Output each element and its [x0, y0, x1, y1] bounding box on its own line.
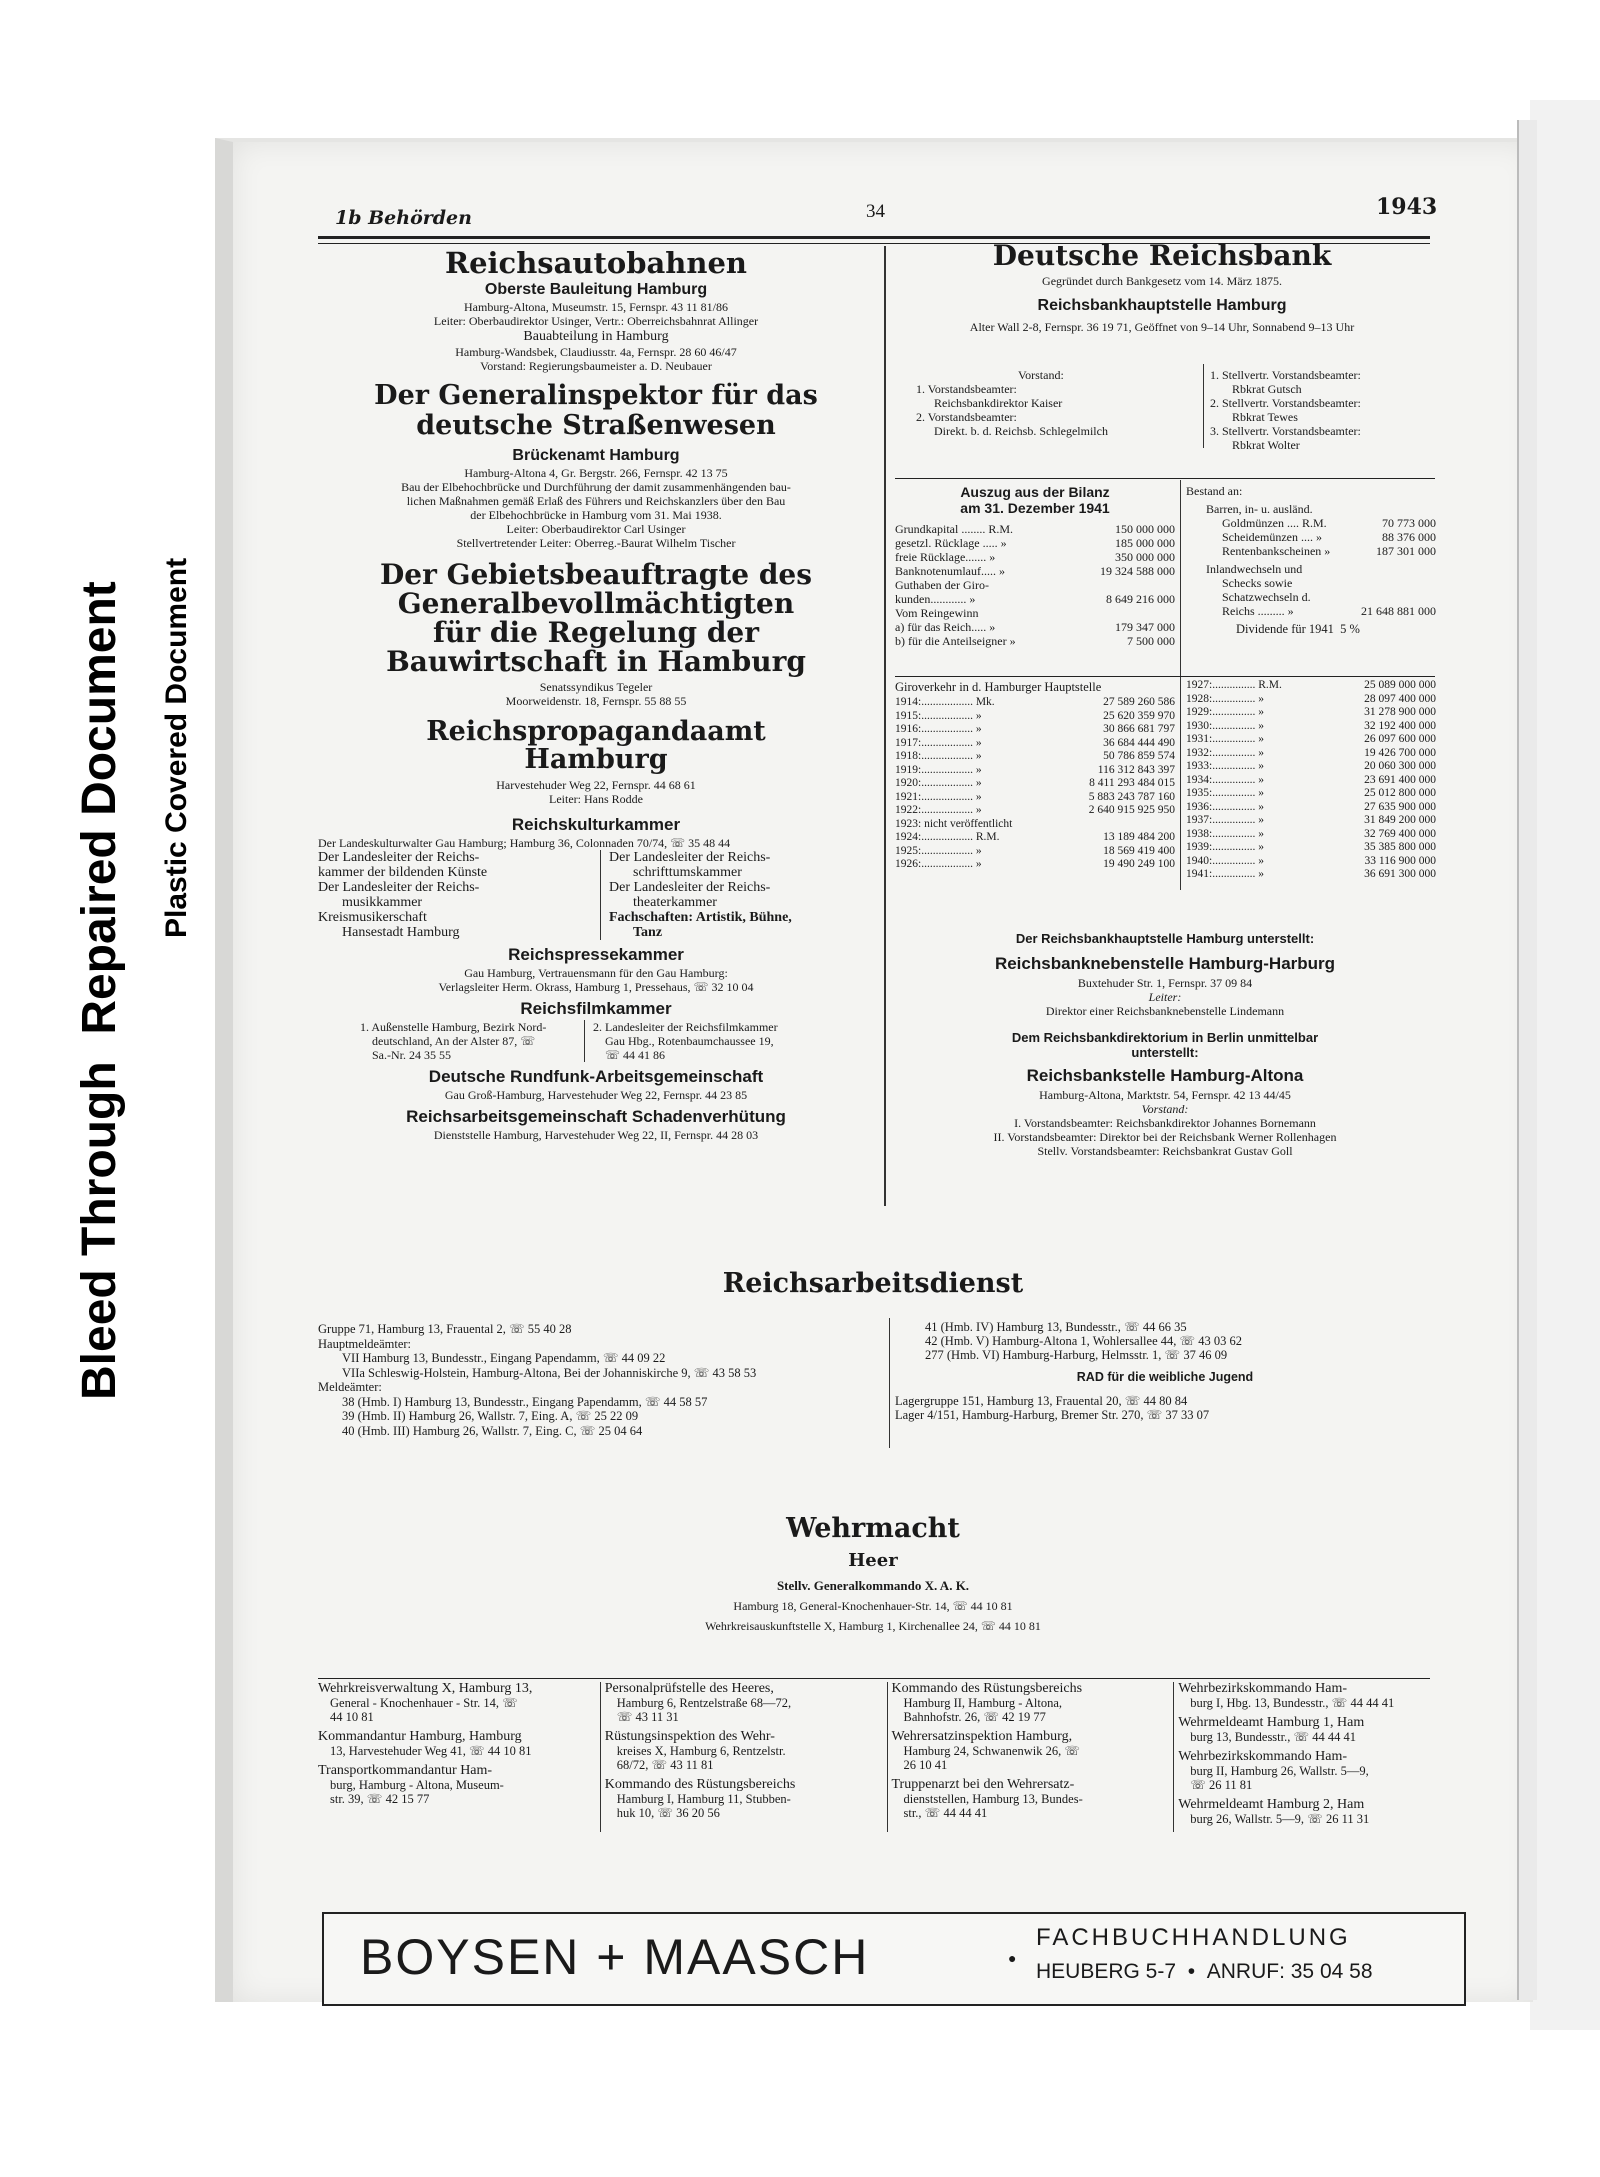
giro-row: 1926:.................. » 19 490 249 100 — [895, 858, 1175, 870]
bilanz-table — [895, 522, 1175, 648]
vorstand-block: Vorstand: 1. Vorstandsbeamter: Reichsbankdirektor Kaiser 2. Vorstandsbeamter: Direkt. b. d. Reichsb. Schlegelmilch — [916, 368, 1108, 438]
landeskulturwalter-line: Der Landeskulturwalter Gau Hamburg; Hamburg 36, Colonnaden 70/74, ☏ 35 48 44 — [318, 836, 731, 850]
wehrmacht-entry: Wehrmeldeamt Hamburg 2, Ham burg 26, Wallstr. 5—9, ☏ 26 11 31 — [1178, 1797, 1370, 1826]
wehrmacht-entry: Kommando des Rüstungsbereichs Hamburg II, Hamburg - Altona, Bahnhofstr. 26, ☏ 42 19 77 — [891, 1681, 1083, 1724]
text-line: Verlagsleiter Herm. Okrass, Hamburg 1, Pressehaus, ☏ 32 10 04 — [438, 980, 754, 994]
boysen-maasch-name: BOYSEN + MAASCH — [360, 1929, 870, 1985]
bestand-block: Bestand an: Barren, in- u. ausländ. Goldmünzen .... R.M. 70 773 000 Scheidemünzen .... » 88 376 000 Rentenbankscheinen » 187 301 000 Inlandwechseln und Schecks sowie Schatzwechseln d. Reichs ......... » 21 648 881 000 Dividende für 1941 5 % — [1186, 484, 1436, 636]
leiter-line: Leiter: Oberbaudirektor Carl Usinger — [506, 522, 686, 536]
generalinspektor-title: Der Generalinspektor für das — [374, 380, 818, 411]
giro-row: 1925:.................. » 18 569 419 400 — [895, 844, 1175, 857]
giro-table-2 — [1186, 679, 1436, 882]
giro-row: 1937:............... » 31 849 200 000 — [1186, 814, 1436, 826]
bauabteilung: Bauabteilung in Hamburg — [523, 329, 669, 344]
gebietsbeauftragte-title: Der Gebietsbeauftragte des — [379, 558, 813, 591]
address-line: Hamburg-Wandsbek, Claudiusstr. 4a, Fernspr. 28 60 46/47 — [455, 345, 737, 359]
rad-title: Reichsarbeitsdienst — [722, 1268, 1024, 1299]
wehrmacht-entry: Kommando des Rüstungsbereichs Hamburg I, Hamburg 11, Stubben- huk 10, ☏ 36 20 56 — [604, 1777, 796, 1820]
year: 1943 — [1376, 194, 1438, 220]
address-line: Harvestehuder Weg 22, Fernspr. 44 68 61 — [496, 778, 696, 792]
oberste-bauleitung: Oberste Bauleitung Hamburg — [484, 281, 708, 298]
giro-row: 1930:............... » 32 192 400 000 — [1186, 719, 1436, 732]
wehrmacht-entry: Kommandantur Hamburg, Hamburg 13, Harvestehuder Weg 41, ☏ 44 10 81 — [318, 1729, 532, 1758]
address-line: Moorweidenstr. 18, Fernspr. 55 88 55 — [505, 694, 687, 708]
bilanz-row: b) für die Anteilseigner » 7 500 000 — [895, 634, 1175, 648]
stellv-leiter-line: Stellvertretender Leiter: Oberreg.-Baurat Wilhelm Tischer — [456, 536, 736, 550]
giro-row: 1931:............... » 26 097 600 000 — [1186, 733, 1436, 745]
address-line: Gau Groß-Hamburg, Harvestehuder Weg 22, Fernspr. 44 23 85 — [444, 1088, 748, 1102]
kulturkammer-grid: Der Landesleiter der Reichs- kammer der bildenden Künste Der Landesleiter der Reichs- musikkammer Kreismusikerschaft Hansestadt Hamburg Der Landesleiter der Reichs- schrifttumskammer Der Landesleiter der Reichs- theaterkammer Fachschaften: Artistik, Bühne, Tanz — [318, 850, 792, 940]
giro-row: 1915:.................. » 25 620 359 970 — [895, 709, 1175, 722]
wehrmacht-block: Wehrmacht Heer Stellv. Generalkommando X. A. K. Hamburg 18, General-Knochenhauer-Str. 14, ☏ 44 10 81 Wehrkreisauskunftstelle X, Hamburg 1, Kirchenallee 24, ☏ 44 10 81 — [705, 1513, 1041, 1633]
text-line: lichen Maßnahmen gemäß Erlaß des Führers und Reichskanzlers über den Bau — [406, 494, 786, 508]
wehrmacht-grid — [318, 1682, 1430, 1832]
bestand-row: Goldmünzen .... R.M. 70 773 000 — [1222, 516, 1436, 530]
vorstand-line: Vorstand: Regierungsbaumeister a. D. Neubauer — [480, 359, 712, 373]
leiter-line: Leiter: Oberbaudirektor Usinger, Vertr.: Oberreichsbahnrat Allinger — [433, 314, 759, 328]
reichsfilmkammer-title: Reichsfilmkammer — [520, 999, 672, 1018]
giroverkehr-title: Giroverkehr in d. Hamburger Hauptstelle — [895, 680, 1102, 694]
page-number: 34 — [866, 201, 885, 222]
rundfunk-title: Deutsche Rundfunk-Arbeitsgemeinschaft — [428, 1067, 764, 1086]
bilanz-row: a) für das Reich..... » 179 347 000 — [895, 620, 1175, 634]
bilanz-row: Guthaben der Giro- — [895, 578, 989, 592]
giro-row: 1922:.................. » 2 640 915 925 950 — [895, 804, 1175, 816]
reichsbank-title: Deutsche Reichsbank — [992, 239, 1332, 272]
giro-row: 1939:............... » 35 385 800 000 — [1186, 841, 1436, 853]
wehrmacht-entry: Wehrmeldeamt Hamburg 1, Ham burg 13, Bundesstr., ☏ 44 44 41 — [1178, 1715, 1365, 1744]
right-column — [892, 238, 1432, 334]
wehrmacht-entry: Rüstungsinspektion des Wehr- kreises X, Hamburg 6, Rentzelstr. 68/72, ☏ 43 11 81 — [604, 1729, 786, 1772]
side-label-plastic: Plastic Covered Document — [160, 557, 193, 938]
text-line: Gegründet durch Bankgesetz vom 14. März 1875. — [1042, 274, 1282, 288]
giro-row: 1916:.................. » 30 866 681 797 — [895, 723, 1175, 735]
reichsautobahnen-title: Reichsautobahnen — [444, 246, 748, 280]
address-line: Dienststelle Hamburg, Harvestehuder Weg 22, II, Fernspr. 44 28 03 — [433, 1128, 759, 1142]
wehrmacht-entry: Truppenarzt bei den Wehrersatz- dienststellen, Hamburg 13, Bundes- str., ☏ 44 44 41 — [891, 1777, 1083, 1820]
giro-row: 1936:............... » 27 635 900 000 — [1186, 800, 1436, 813]
bestand-row: Rentenbankscheinen » 187 301 000 — [1222, 544, 1436, 558]
wehrmacht-entry: Transportkommandantur Ham- burg, Hamburg - Altona, Museum- str. 39, ☏ 42 15 77 — [318, 1763, 504, 1806]
schadenverhuetung-title: Reichsarbeitsgemeinschaft Schadenverhütung — [406, 1107, 786, 1126]
address-line: Hamburg-Altona, Museumstr. 15, Fernspr. 43 11 81/86 — [464, 300, 728, 314]
giro-row: 1929:............... » 31 278 900 000 — [1186, 706, 1436, 718]
bilanz-row: kunden............ » 8 649 216 000 — [895, 592, 1175, 606]
text-line: der Elbehochbrücke in Hamburg vom 31. Mai 1938. — [470, 508, 722, 522]
giro-row: 1923: nicht veröffentlicht — [895, 817, 1013, 830]
generalinspektor-title-2: deutsche Straßenwesen — [416, 410, 776, 441]
giro-row: 1918:.................. » 50 786 859 574 — [895, 750, 1175, 762]
reichsbankhauptstelle: Reichsbankhauptstelle Hamburg — [1037, 297, 1287, 314]
bilanz-row: Grundkapital ........ R.M. 150 000 000 — [895, 522, 1175, 536]
text-line: Senatssyndikus Tegeler — [539, 680, 653, 694]
wehrmacht-entry: Wehrbezirkskommando Ham- burg II, Hamburg 26, Wallstr. 5—9, ☏ 26 11 81 — [1178, 1749, 1369, 1792]
gebietsbeauftragte-title-4: Bauwirtschaft in Hamburg — [386, 645, 806, 678]
reichspressekammer-title: Reichspressekammer — [508, 945, 684, 964]
page-edge-right — [1530, 100, 1600, 2030]
bilanz-row: Vom Reingewinn — [895, 606, 979, 620]
giro-row: 1941:............... » 36 691 300 000 — [1186, 868, 1436, 880]
fachbuchhandlung: FACHBUCHHANDLUNG — [1036, 1924, 1351, 1951]
column-divider — [884, 246, 886, 1206]
address-line: Alter Wall 2-8, Fernspr. 36 19 71, Geöffnet von 9–14 Uhr, Sonnabend 9–13 Uhr — [969, 320, 1355, 334]
bilanz-row: freie Rücklage....... » 350 000 000 — [895, 550, 1175, 564]
brueckenamt: Brückenamt Hamburg — [512, 447, 680, 464]
giro-row: 1924:.................. R.M. 13 189 484 200 — [895, 831, 1175, 843]
giro-row: 1928:............... » 28 097 400 000 — [1186, 692, 1436, 705]
gebietsbeauftragte-title-3: für die Regelung der — [433, 616, 759, 649]
giro-row: 1917:.................. » 36 684 444 490 — [895, 736, 1175, 749]
giro-row: 1927:............... R.M. 25 089 000 000 — [1186, 679, 1436, 691]
page-edge — [1517, 120, 1537, 2000]
rad-right: 41 (Hmb. IV) Hamburg 13, Bundesstr., ☏ 44 66 35 42 (Hmb. V) Hamburg-Altona 1, Wohlersallee 44, ☏ 43 03 62 277 (Hmb. VI) Hamburg-Harburg, Helmsstr. 1, ☏ 37 46 09 RAD für die weibliche Jugend Lagergruppe 151, Hamburg 13, Frauental 20, ☏ 44 80 84 Lager 4/151, Hamburg-Harburg, Bremer Str. 270, ☏ 37 33 07 — [895, 1320, 1254, 1422]
wehrmacht-entry: Wehrkreisverwaltung X, Hamburg 13, General - Knochenhauer - Str. 14, ☏ 44 10 81 — [318, 1681, 533, 1724]
wehrmacht-entry: Wehrbezirkskommando Ham- burg I, Hbg. 13, Bundesstr., ☏ 44 44 41 — [1178, 1681, 1395, 1710]
bilanz-row: gesetzl. Rücklage ..... » 185 000 000 — [895, 536, 1175, 550]
wehrmacht-entry: Personalprüfstelle des Heeres, Hamburg 6, Rentzelstraße 68—72, ☏ 43 11 31 — [604, 1681, 792, 1724]
giro-table-1 — [895, 696, 1175, 872]
reichskulturkammer-title: Reichskulturkammer — [511, 815, 681, 834]
text-line: Bau der Elbehochbrücke und Durchführung der damit zusammenhängenden bau- — [401, 480, 791, 494]
giro-row: 1938:............... » 32 769 400 000 — [1186, 827, 1436, 840]
address-line: Hamburg-Altona 4, Gr. Bergstr. 266, Fernspr. 42 13 75 — [464, 466, 728, 480]
unterstellt-block: Der Reichsbankhauptstelle Hamburg unterstellt: Reichsbanknebenstelle Hamburg-Harburg Buxtehuder Str. 1, Fernspr. 37 09 84 Leiter: Direktor einer Reichsbanknebenstelle Lindemann Dem Reichsbankdirektorium in Berlin unmittelbar unterstellt: Reichsbankstelle Hamburg-Altona Hamburg-Altona, Marktstr. 54, Fernspr. 42 13 44/45 Vorstand: I. Vorstandsbeamter: Reichsbankdirektor Johannes Bornemann II. Vorstandsbeamter: Direktor bei der Reichsbank Werner Rollenhagen Stellv. Vorstandsbeamter: Reichsbankrat Gustav Goll — [993, 931, 1337, 1158]
giro-row: 1940:............... » 33 116 900 000 — [1186, 854, 1436, 867]
advertisement-box: BOYSEN + MAASCH FACHBUCHHANDLUNG HEUBERG 5-7 • ANRUF: 35 04 58 ● — [322, 1912, 1466, 2006]
wehrmacht-entry: Wehrersatzinspektion Hamburg, Hamburg 24, Schwanenwik 26, ☏ 26 10 41 — [891, 1729, 1080, 1772]
giro-row: 1914:.................. Mk. 27 589 260 586 — [895, 696, 1175, 708]
bilanz-title: Auszug aus der Bilanz am 31. Dezember 1941 — [960, 484, 1110, 516]
giro-row: 1934:............... » 23 691 400 000 — [1186, 773, 1436, 786]
gebietsbeauftragte-title-2: Generalbevollmächtigten — [397, 587, 795, 620]
left-column — [318, 246, 874, 1142]
filmkammer-grid: 1. Außenstelle Hamburg, Bezirk Nord- deutschland, An der Alster 87, ☏ Sa.-Nr. 24 35 55 2. Landesleiter der Reichsfilmkammer Gau Hbg., Rotenbaumchaussee 19, ☏ 44 41 86 — [318, 1020, 874, 1062]
bestand-row: Scheidemünzen .... » 88 376 000 — [1222, 530, 1436, 544]
giro-row: 1921:.................. » 5 883 243 787 160 — [895, 790, 1175, 803]
text-line: Gau Hamburg, Vertrauensmann für den Gau Hamburg: — [464, 966, 728, 980]
header-left: 1b Behörden — [335, 207, 472, 229]
leiter-line: Leiter: Hans Rodde — [549, 792, 643, 806]
bilanz-row: Banknotenumlauf..... » 19 324 588 000 — [895, 564, 1175, 578]
giro-row: 1933:............... » 20 060 300 000 — [1186, 760, 1436, 772]
reichspropagandaamt-title-2: Hamburg — [524, 744, 668, 775]
giro-row: 1920:.................. » 8 411 293 484 015 — [895, 777, 1175, 789]
reichspropagandaamt-title: Reichspropagandaamt — [426, 716, 766, 747]
ad-address: HEUBERG 5-7 • ANRUF: 35 04 58 — [1036, 1960, 1373, 1983]
giro-row: 1935:............... » 25 012 800 000 — [1186, 787, 1436, 799]
giro-row: 1919:.................. » 116 312 843 397 — [895, 763, 1175, 776]
giro-row: 1932:............... » 19 426 700 000 — [1186, 746, 1436, 759]
rad-left: Gruppe 71, Hamburg 13, Frauental 2, ☏ 55 40 28 Hauptmeldeämter: VII Hamburg 13, Bundesstr., Eingang Papendamm, ☏ 44 09 22 VIIa Schleswig-Holstein, Hamburg-Altona, Bei der Johanniskirche 9, ☏ 43 58 53 Meldeämter: 38 (Hmb. I) Hamburg 13, Bundesstr., Eingang Papendamm, ☏ 44 58 57 39 (Hmb. II) Hamburg 26, Wallstr. 7, Eing. A, ☏ 25 22 09 40 (Hmb. III) Hamburg 26, Wallstr. 7, Eing. C, ☏ 25 04 64 — [318, 1322, 757, 1438]
side-label-bleed: Bleed Through Repaired Document — [73, 581, 126, 1400]
stellvertreter-block: 1. Stellvertr. Vorstandsbeamter: Rbkrat Gutsch 2. Stellvertr. Vorstandsbeamter: Rbkrat Tewes 3. Stellvertr. Vorstandsbeamter: Rbkrat Wolter — [1210, 368, 1361, 452]
